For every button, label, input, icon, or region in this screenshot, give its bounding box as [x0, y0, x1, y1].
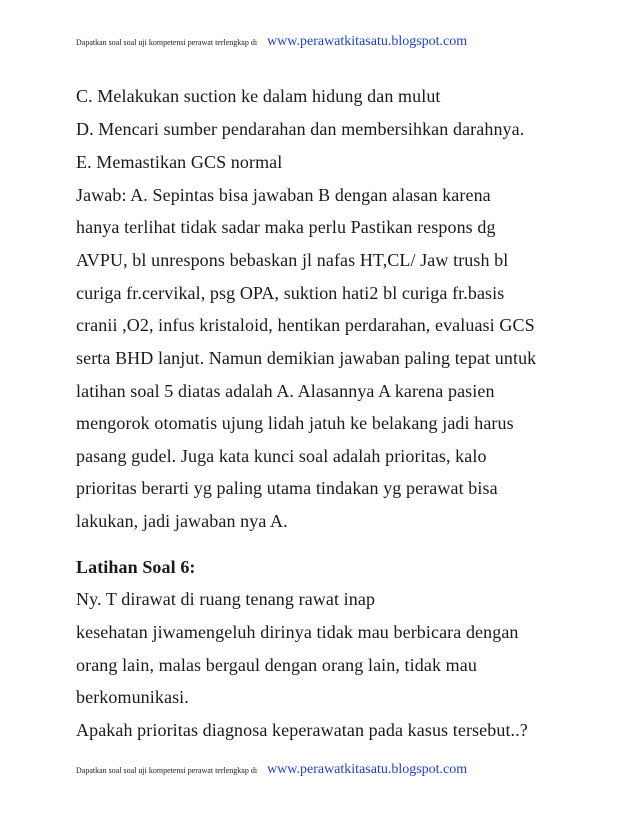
header-note: Dapatkan soal soal uji kompetensi perawat terlengkap di — [76, 38, 258, 47]
text-line: E. Memastikan GCS normal — [76, 152, 283, 172]
text-line: cranii ,O2, infus kristaloid, hentikan perdarahan, evaluasi GCS — [76, 315, 535, 335]
text-line: D. Mencari sumber pendarahan dan membersihkan darahnya. — [76, 119, 525, 139]
text-line: hanya terlihat tidak sadar maka perlu Pastikan respons dg — [76, 217, 496, 237]
text-line: AVPU, bl unrespons bebaskan jl nafas HT,CL/ Jaw trush bl — [76, 250, 509, 270]
text-line: serta BHD lanjut. Namun demikian jawaban paling tepat untuk — [76, 348, 537, 368]
page-footer — [76, 760, 467, 778]
text-line: Jawab: A. Sepintas bisa jawaban B dengan alasan karena — [76, 185, 491, 205]
question-line: Apakah prioritas diagnosa keperawatan pada kasus tersebut..? — [76, 720, 528, 740]
text-line: curiga fr.cervikal, psg OPA, suktion hati2 bl curiga fr.basis — [76, 283, 505, 303]
text-line: mengorok otomatis ujung lidah jatuh ke belakang jadi harus — [76, 413, 514, 433]
question-line: kesehatan jiwamengeluh dirinya tidak mau berbicara dengan — [76, 622, 519, 642]
header-link[interactable]: www.perawatkitasatu.blogspot.com — [267, 34, 468, 49]
text-line: prioritas berarti yg paling utama tindakan yg perawat bisa — [76, 478, 498, 498]
text-line: pasang gudel. Juga kata kunci soal adalah prioritas, kalo — [76, 446, 487, 466]
page-header — [76, 32, 467, 50]
text-line: C. Melakukan suction ke dalam hidung dan mulut — [76, 86, 441, 106]
text-line: latihan soal 5 diatas adalah A. Alasannya A karena pasien — [76, 381, 495, 401]
text-line: lakukan, jadi jawaban nya A. — [76, 511, 288, 531]
question-line: Ny. T dirawat di ruang tenang rawat inap — [76, 589, 376, 609]
section-heading: Latihan Soal 6: — [76, 557, 196, 577]
question-line: berkomunikasi. — [76, 687, 189, 707]
footer-note: Dapatkan soal soal uji kompetensi perawat terlengkap di — [76, 766, 258, 775]
footer-link[interactable]: www.perawatkitasatu.blogspot.com — [267, 762, 468, 777]
question-line: orang lain, malas bergaul dengan orang lain, tidak mau — [76, 655, 477, 675]
